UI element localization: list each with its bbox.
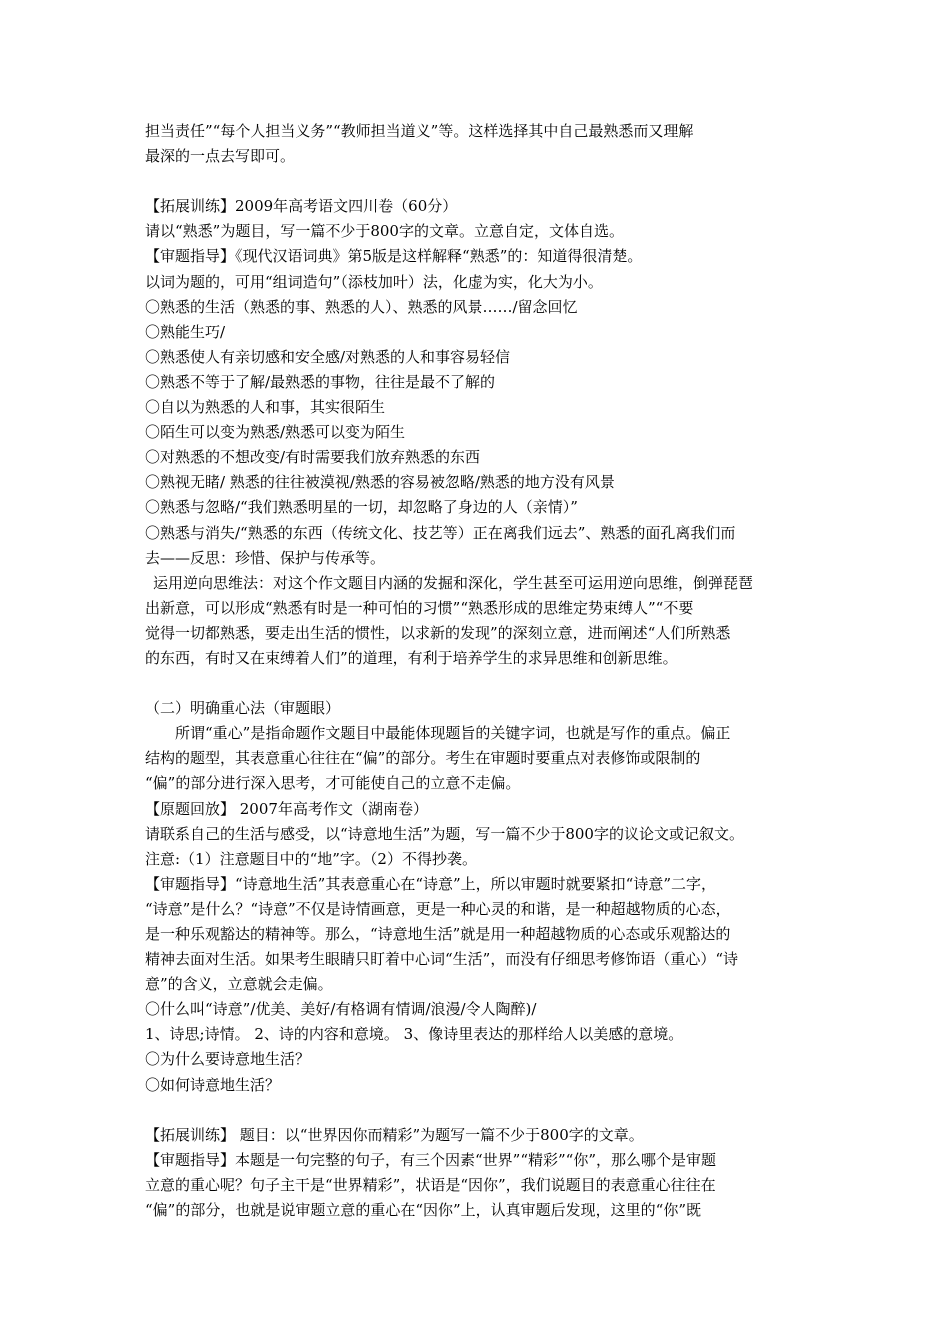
text-line: 【审题指导】本题是一句完整的句子，有三个因素“世界”“精彩”“你”，那么哪个是审题 — [145, 1150, 717, 1169]
text-line: 〇为什么要诗意地生活？ — [145, 1050, 311, 1069]
text-line: 【审题指导】《现代汉语词典》第5版是这样解释“熟悉”的：知道得很清楚。 — [145, 247, 643, 266]
text-line: 注意:（1）注意题目中的“地”字。（2）不得抄袭。 — [145, 849, 477, 868]
text-line: （二）明确重心法（审题眼） — [145, 699, 341, 718]
blank-line — [145, 169, 825, 194]
text-line: 〇自以为熟悉的人和事，其实很陌生 — [145, 398, 386, 417]
text-line: 〇熟能生巧/ — [145, 322, 226, 341]
text-line: 以词为题的，可用“组词造句”（添枝加叶）法，化虚为实，化大为小。 — [145, 272, 603, 291]
text-line: 的东西，有时又在束缚着人们”的道理，有利于培养学生的求异思维和创新思维。 — [145, 648, 678, 667]
text-line: 【审题指导】“诗意地生活”其表意重心在“诗意”上，所以审题时就要紧扣“诗意”二字， — [145, 874, 717, 893]
text-line: “偏”的部分，也就是说审题立意的重心在“因你”上，认真审题后发现，这里的“你”既 — [145, 1201, 702, 1220]
text-line: 〇熟悉的生活（熟悉的事、熟悉的人）、熟悉的风景……/留念回忆 — [145, 297, 578, 316]
text-line: 【拓展训练】2009年高考语文四川卷（60分） — [145, 197, 458, 216]
text-line: 请以“熟悉”为题目，写一篇不少于800字的文章。立意自定，文体自选。 — [145, 222, 624, 241]
text-line: 【原题回放】 2007年高考作文（湖南卷） — [145, 799, 428, 818]
text-line: 〇对熟悉的不想改变/有时需要我们放弃熟悉的东西 — [145, 448, 481, 467]
text-line: “诗意”是什么？“诗意”不仅是诗情画意，更是一种心灵的和谐，是一种超越物质的心态， — [145, 899, 731, 918]
text-line: “偏”的部分进行深入思考，才可能使自己的立意不走偏。 — [145, 774, 521, 793]
text-line: 立意的重心呢？句子主干是“世界精彩”，状语是“因你”，我们说题目的表意重心往往在 — [145, 1175, 716, 1194]
text-line: 精神去面对生活。如果考生眼睛只盯着中心词“生活”，而没有仔细思考修饰语（重心）“诗 — [145, 950, 739, 969]
text-line: 〇熟视无睹/ 熟悉的往往被漠视/熟悉的容易被忽略/熟悉的地方没有风景 — [145, 473, 615, 492]
text-line: 【拓展训练】 题目：以“世界因你而精彩”为题写一篇不少于800字的文章。 — [145, 1125, 644, 1144]
text-line: 〇熟悉与忽略/“我们熟悉明星的一切，却忽略了身边的人（亲情）” — [145, 498, 578, 517]
text-line: 是一种乐观豁达的精神等。那么，“诗意地生活”就是用一种超越物质的心态或乐观豁达的 — [145, 925, 731, 943]
text-line: 结构的题型，其表意重心往往在“偏”的部分。考生在审题时要重点对表修饰或限制的 — [145, 749, 701, 768]
text-line: 去——反思：珍惜、保护与传承等。 — [145, 548, 386, 567]
text-line: 所谓“重心”是指命题作文题目中最能体现题旨的关键字词，也就是写作的重点。偏正 — [175, 724, 731, 743]
text-line: 担当责任”“每个人担当义务”“教师担当道义”等。这样选择其中自己最熟悉而又理解 — [145, 122, 694, 140]
text-line: 最深的一点去写即可。 — [145, 147, 296, 166]
document-body — [145, 119, 825, 1223]
text-line: 意”的含义，立意就会走偏。 — [145, 975, 333, 994]
text-line: 〇如何诗意地生活？ — [145, 1075, 281, 1094]
text-line: 1、诗思;诗情。 2、诗的内容和意境。 3、像诗里表达的那样给人以美感的意境。 — [145, 1025, 684, 1044]
text-line: 觉得一切都熟悉，要走出生活的惯性，以求新的发现”的深刻立意，进而阐述“人们所熟悉 — [145, 623, 731, 642]
text-line: 〇陌生可以变为熟悉/熟悉可以变为陌生 — [145, 423, 406, 442]
text-line: 〇熟悉不等于了解/最熟悉的事物，往往是最不了解的 — [145, 372, 496, 391]
blank-line — [145, 671, 825, 696]
text-line: 运用逆向思维法：对这个作文题目内涵的发掘和深化，学生甚至可运用逆向思维，倒弹琵琶 — [153, 573, 754, 592]
text-line: 出新意，可以形成“熟悉有时是一种可怕的习惯”“熟悉形成的思维定势束缚人”“不要 — [145, 598, 694, 617]
blank-line — [145, 1098, 825, 1123]
text-line: 〇什么叫“诗意”/优美、美好/有格调有情调/浪漫/令人陶醉)/ — [145, 1000, 537, 1019]
text-line: 〇熟悉使人有亲切感和安全感/对熟悉的人和事容易轻信 — [145, 347, 511, 366]
text-line: 〇熟悉与消失/“熟悉的东西（传统文化、技艺等）正在离我们远去”、熟悉的面孔离我们而 — [145, 523, 736, 542]
text-line: 请联系自己的生活与感受，以“诗意地生活”为题，写一篇不少于800字的议论文或记叙文。 — [145, 824, 744, 843]
